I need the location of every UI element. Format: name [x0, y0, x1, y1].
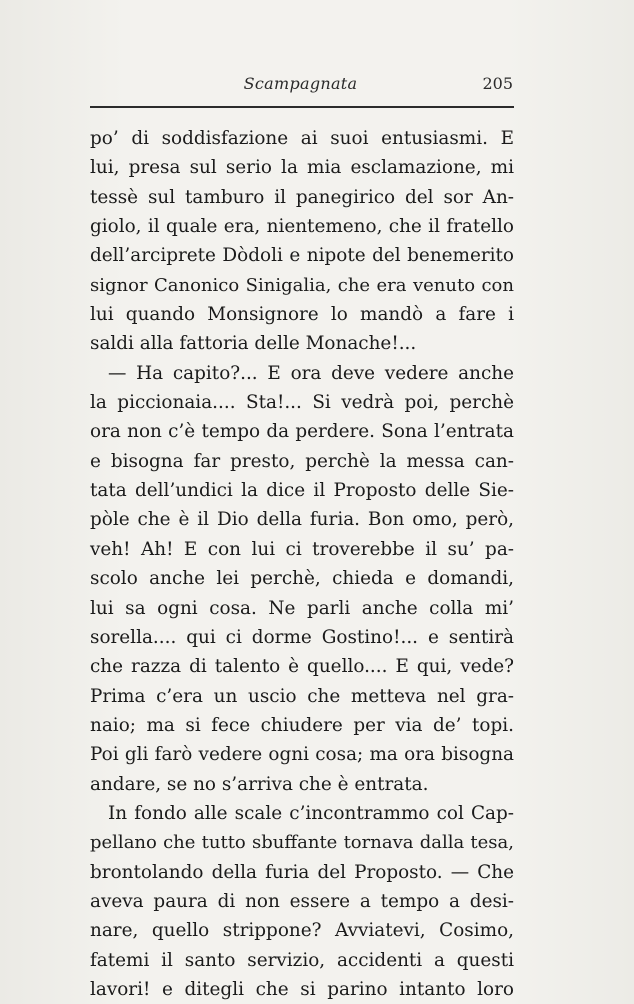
text-line: lui, presa sul serio la mia esclamazione, mi	[90, 157, 514, 179]
text-line: Poi gli farò vedere ogni cosa; ma ora bisogna	[90, 744, 514, 766]
text-line: pòle che è il Dio della furia. Bon omo, però,	[90, 509, 514, 531]
header-rule	[90, 106, 514, 108]
text-line: dell’arciprete Dòdoli e nipote del benemerito	[90, 245, 514, 267]
text-line: brontolando della furia del Proposto. — Che	[90, 861, 514, 883]
text-line: nare, quello strippone? Avviatevi, Cosimo,	[90, 920, 514, 942]
text-line: aveva paura di non essere a tempo a desi-	[90, 890, 514, 912]
paragraph-first-line: In fondo alle scale c’incontrammo col Cap-	[108, 802, 514, 824]
text-line: veh! Ah! E con lui ci troverebbe il su’ pa-	[90, 538, 514, 560]
text-line: fatemi il santo servizio, accidenti a questi	[90, 949, 514, 971]
text-line: pellano che tutto sbuffante tornava dalla tesa,	[90, 832, 514, 854]
paragraph-last-line: andare, se no s’arriva che è entrata.	[90, 773, 429, 795]
body-text	[90, 124, 514, 1004]
text-line: lui sa ogni cosa. Ne parli anche colla mi’	[90, 597, 514, 619]
text-line: sorella.... qui ci dorme Gostino!... e sentirà	[90, 626, 514, 648]
text-line: tessè sul tamburo il panegirico del sor An-	[90, 186, 514, 208]
text-line: po’ di soddisfazione ai suoi entusiasmi. E	[90, 128, 514, 149]
text-line: ora non c’è tempo da perdere. Sona l’entrata	[90, 421, 514, 443]
text-line: e bisogna far presto, perchè la messa can-	[90, 450, 514, 472]
paragraph-last-line: saldi alla fattoria delle Monache!...	[90, 333, 417, 355]
running-head	[88, 74, 513, 100]
text-line: naio; ma si fece chiudere per via de’ topi.	[90, 714, 514, 736]
page-number: 205	[482, 74, 513, 93]
text-line: lui quando Monsignore lo mandò a fare i	[90, 304, 514, 326]
text-line: che razza di talento è quello.... E qui, vede?	[90, 656, 514, 678]
text-line: tata dell’undici la dice il Proposto delle Sie-	[90, 480, 514, 502]
text-line: signor Canonico Sinigalia, che era venuto con	[90, 274, 514, 296]
text-line: giolo, il quale era, nientemeno, che il fratello	[90, 216, 514, 238]
paragraph-first-line: — Ha capito?... E ora deve vedere anche	[108, 362, 514, 384]
text-line: la piccionaia.... Sta!... Si vedrà poi, perchè	[90, 392, 514, 414]
text-line: scolo anche lei perchè, chieda e domandi,	[90, 568, 514, 590]
running-title: Scampagnata	[243, 74, 358, 93]
text-line: Prima c’era un uscio che metteva nel gra-	[90, 685, 514, 707]
text-line: lavori! e ditegli che si parino intanto loro	[90, 978, 514, 1000]
